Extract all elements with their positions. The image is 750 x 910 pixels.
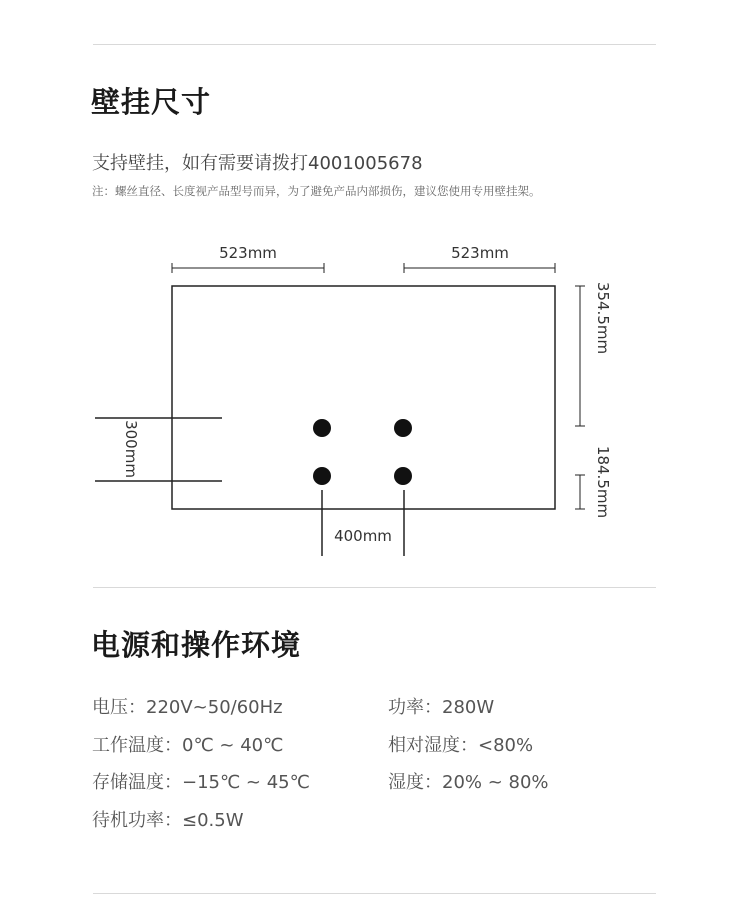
spec-humidity: 湿度：20% ~ 80% — [388, 772, 549, 793]
spec-operating-temp: 工作温度：0℃ ~ 40℃ — [92, 735, 284, 756]
environment-title: 电源和操作环境 — [91, 628, 302, 662]
wall-mount-diagram — [0, 230, 750, 570]
mount-hole-bottom-left — [313, 467, 331, 485]
dim-top-left: 523mm — [219, 244, 277, 262]
mount-hole-top-right — [394, 419, 412, 437]
wall-mount-title: 壁挂尺寸 — [91, 85, 212, 119]
dim-right-upper: 354.5mm — [594, 281, 612, 355]
spec-relative-humidity: 相对湿度：<80% — [388, 735, 534, 756]
wall-mount-note: 注：螺丝直径、长度视产品型号而异，为了避免产品内部损伤，建议您使用专用壁挂架。 — [92, 184, 541, 198]
spec-power: 功率：280W — [388, 697, 495, 718]
dim-bottom: 400mm — [334, 527, 392, 545]
dim-top-right: 523mm — [451, 244, 509, 262]
middle-divider — [93, 587, 656, 588]
spec-standby-power: 待机功率：≤0.5W — [92, 810, 244, 831]
wall-mount-subtitle: 支持壁挂，如有需要请拨打4001005678 — [92, 153, 423, 174]
mount-hole-top-left — [313, 419, 331, 437]
dim-left: 300mm — [122, 420, 140, 478]
bottom-divider — [93, 893, 656, 894]
tv-outline — [172, 286, 555, 509]
mount-hole-bottom-right — [394, 467, 412, 485]
top-divider — [93, 44, 656, 45]
spec-voltage: 电压：220V~50/60Hz — [92, 697, 283, 718]
dim-right-lower: 184.5mm — [594, 445, 612, 519]
spec-storage-temp: 存储温度：−15℃ ~ 45℃ — [92, 772, 310, 793]
